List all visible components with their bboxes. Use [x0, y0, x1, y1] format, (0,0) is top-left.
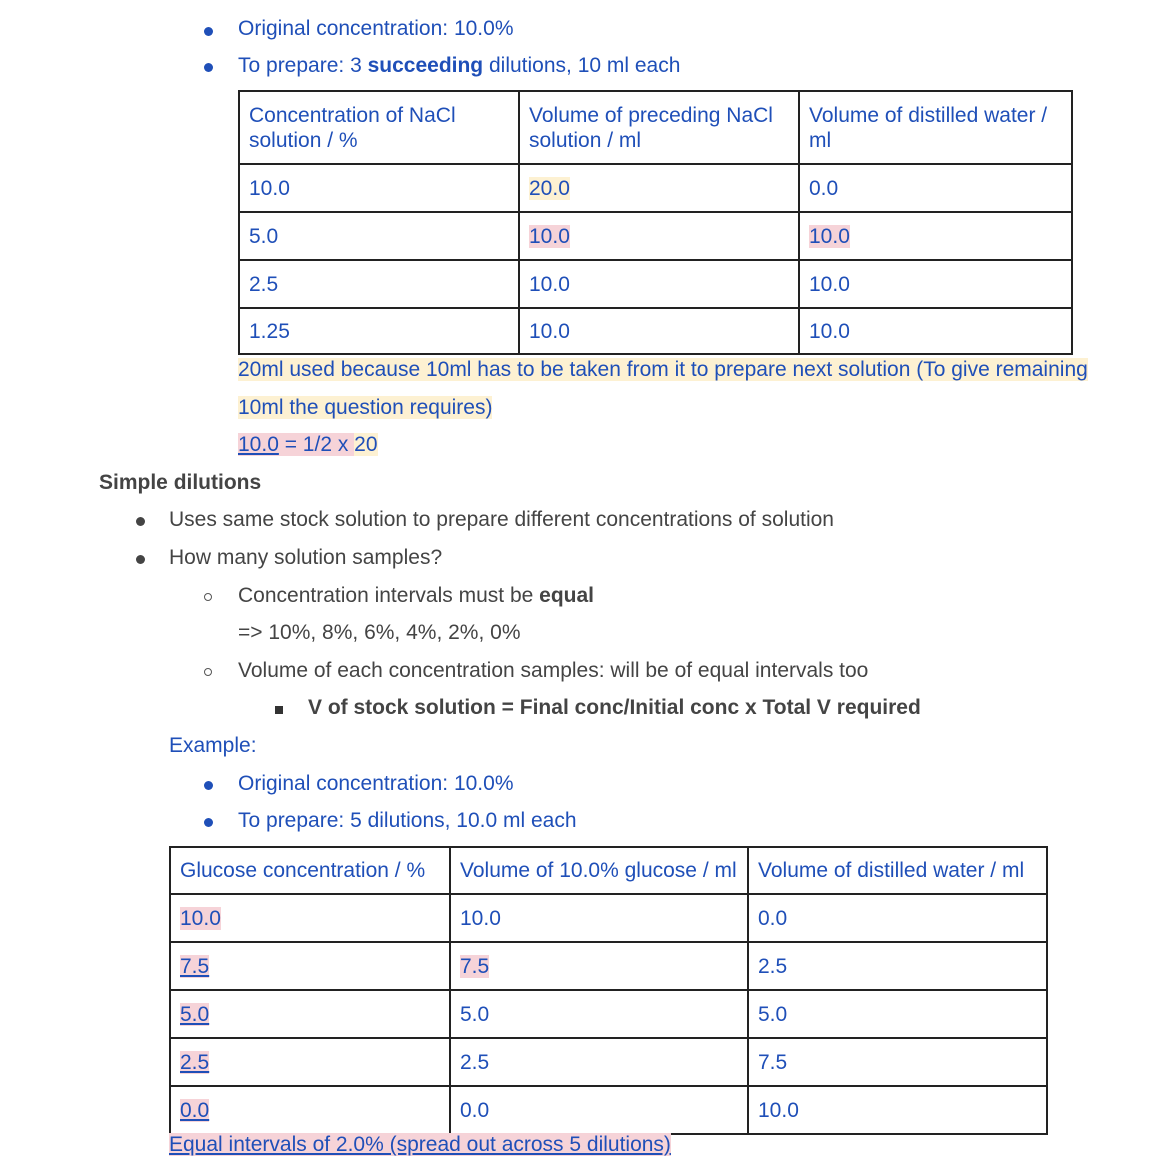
table-cell: 2.5	[758, 954, 788, 978]
bullet-text: Uses same stock solution to prepare different concentrations of solution	[169, 508, 834, 531]
glucose-dilution-table	[169, 846, 1048, 1135]
sub-bullet-circle	[204, 668, 212, 676]
table-header-row	[170, 847, 1047, 894]
note-line-2	[238, 395, 492, 421]
table-header-row	[239, 91, 1072, 164]
bullet-text: How many solution samples?	[169, 546, 443, 569]
table-cell: 7.5	[180, 954, 210, 978]
table-cell: 2.5	[249, 272, 279, 296]
original-concentration: Original concentration: 10.0%	[238, 17, 514, 40]
table-cell: 10.0	[529, 319, 570, 343]
bullet-dot	[204, 818, 213, 827]
note-text-2: 10ml the question requires)	[238, 396, 493, 419]
table-cell: 20.0	[529, 176, 570, 200]
nacl-dilution-table	[238, 90, 1073, 355]
prepare-suffix: dilutions, 10 ml each	[483, 54, 681, 77]
table-row	[239, 164, 1072, 212]
table-cell: 10.0	[809, 224, 850, 248]
bullet-dot	[204, 63, 213, 72]
formula-line	[238, 432, 378, 458]
table-cell: 2.5	[180, 1050, 210, 1074]
table-cell: 5.0	[249, 224, 279, 248]
table-cell: 10.0	[460, 906, 501, 930]
table-row	[170, 1038, 1047, 1086]
prepare-bold: succeeding	[367, 54, 484, 77]
formula-op: = 1/2 x	[278, 433, 355, 456]
header-cell: Volume of 10.0% glucose / ml	[450, 847, 748, 894]
footer-text: Equal intervals of 2.0% (spread out across 5 dilutions)	[169, 1133, 671, 1156]
sub-bullet-text: Volume of each concentration samples: will be of equal intervals too	[238, 659, 869, 682]
table-row	[170, 1086, 1047, 1134]
prepare-prefix: To prepare: 3	[238, 54, 368, 77]
table-cell: 5.0	[460, 1002, 490, 1026]
header-cell: Volume of distilled water / ml	[748, 847, 1047, 894]
header-cell: Volume of distilled water / ml	[799, 91, 1072, 164]
bullet-dot	[136, 517, 145, 526]
table-row	[239, 212, 1072, 260]
table-cell: 7.5	[758, 1050, 788, 1074]
footer-note	[169, 1132, 671, 1158]
header-cell: Glucose concentration / %	[170, 847, 450, 894]
bullet-dot	[136, 555, 145, 564]
section-heading: Simple dilutions	[99, 471, 262, 494]
example-bullet: Original concentration: 10.0%	[238, 772, 514, 795]
table-row	[239, 308, 1072, 354]
table-cell: 5.0	[758, 1002, 788, 1026]
sub-text: Concentration intervals must be	[238, 584, 540, 607]
formula-num: 20	[354, 433, 378, 456]
square-bullet	[275, 706, 283, 714]
header-cell: Volume of preceding NaCl solution / ml	[519, 91, 799, 164]
table-cell: 10.0	[809, 319, 850, 343]
table-cell: 10.0	[529, 224, 570, 248]
note-text-1: 20ml used because 10ml has to be taken from it to prepare next solution (To give remaining	[238, 358, 1088, 381]
note-line-1	[238, 357, 1088, 383]
example-bullet: To prepare: 5 dilutions, 10.0 ml each	[238, 809, 577, 832]
table-cell: 10.0	[249, 176, 290, 200]
table-cell: 7.5	[460, 954, 490, 978]
table-row	[170, 990, 1047, 1038]
sub-bullet-circle	[204, 593, 212, 601]
table-cell: 10.0	[809, 272, 850, 296]
table-row	[170, 894, 1047, 942]
table-cell: 0.0	[809, 176, 839, 200]
example-label: Example:	[169, 734, 257, 757]
prepare-line	[238, 53, 680, 79]
bullet-dot	[204, 27, 213, 36]
interval-example: => 10%, 8%, 6%, 4%, 2%, 0%	[238, 621, 521, 644]
table-row	[170, 942, 1047, 990]
table-cell: 10.0	[529, 272, 570, 296]
table-cell: 1.25	[249, 319, 290, 343]
header-cell: Concentration of NaCl solution / %	[239, 91, 519, 164]
sub-bold: equal	[539, 584, 595, 607]
table-row	[239, 260, 1072, 308]
table-cell: 5.0	[180, 1002, 210, 1026]
table-cell: 2.5	[460, 1050, 490, 1074]
table-cell: 0.0	[180, 1098, 210, 1122]
table-cell: 0.0	[758, 906, 788, 930]
table-cell: 10.0	[758, 1098, 799, 1122]
stock-formula: V of stock solution = Final conc/Initial conc x Total V required	[308, 696, 921, 719]
bullet-dot	[204, 781, 213, 790]
formula-value: 10.0	[238, 433, 279, 456]
sub-bullet-text	[238, 583, 594, 609]
table-cell: 0.0	[460, 1098, 490, 1122]
table-cell: 10.0	[180, 906, 221, 930]
